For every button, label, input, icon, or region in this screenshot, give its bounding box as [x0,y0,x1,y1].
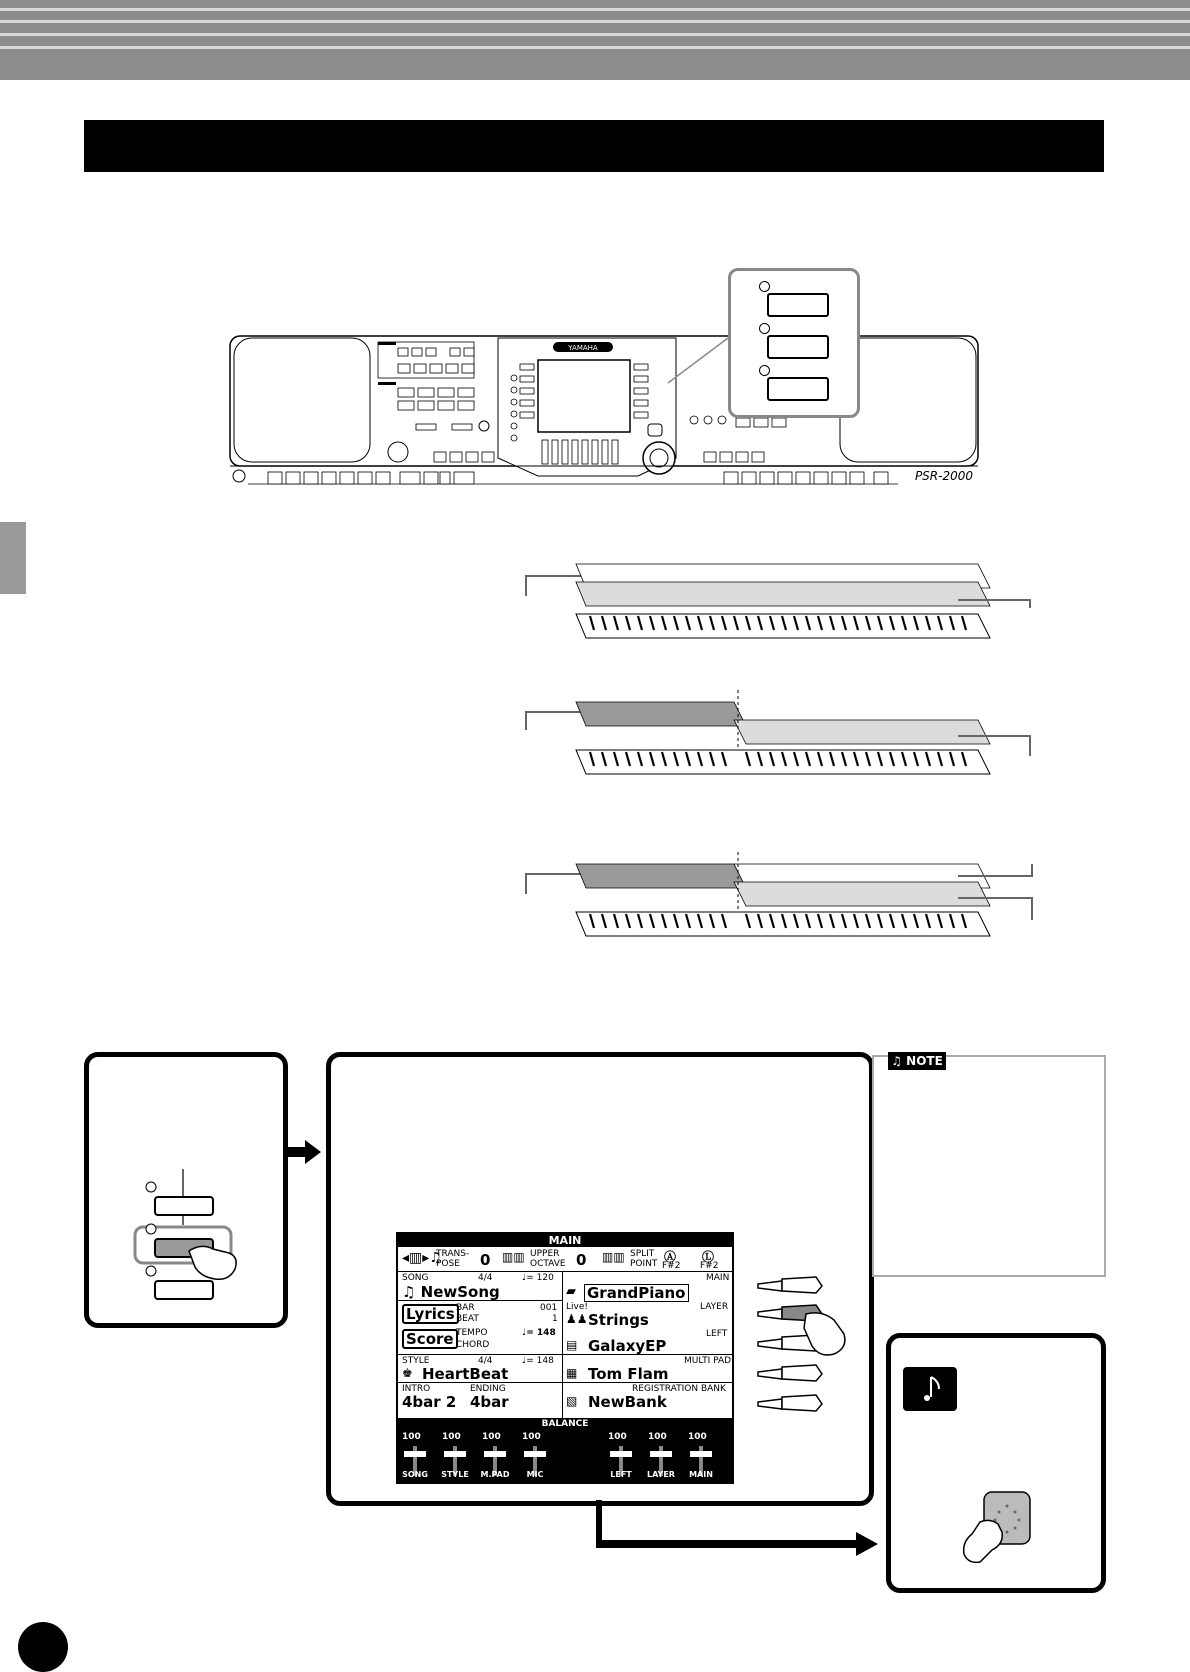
transpose-label: TRANS- [436,1249,470,1259]
split-point-label-2: POINT [630,1259,658,1269]
next-step-arrow-icon [287,1140,321,1164]
press-layer-button-illustration [89,1057,283,1323]
chapter-tab [0,522,26,594]
display-button-4 [782,1365,822,1381]
style-icon: ♚ [402,1366,413,1380]
step-1-box [84,1052,288,1328]
style-label: STYLE [402,1356,430,1366]
music-note-icon [903,1367,957,1411]
registration-bank-name[interactable]: NewBank [588,1393,667,1411]
split-l-value: F#2 [700,1261,719,1271]
note-badge [888,1052,946,1070]
lyrics-button[interactable]: Lyrics [402,1304,459,1324]
piano-icon: ▰ [566,1284,576,1299]
fader-label: LEFT [610,1470,632,1479]
pointing-hand-icon [189,1246,236,1279]
dial-press-illustration [950,1488,1040,1578]
fader-value: 100 [648,1432,667,1442]
fader-value: 100 [522,1432,541,1442]
transpose-icon: ◂▥▸♫ [402,1250,442,1266]
keyboard-panel-illustration [228,328,980,496]
song-label: SONG [402,1273,429,1283]
main-voice-name[interactable]: GrandPiano [584,1284,689,1302]
main-part-label: MAIN [706,1273,730,1283]
fader-value: 100 [608,1432,627,1442]
bar-value: 001 [540,1303,558,1313]
split-a-icon: Ⓐ [664,1250,677,1264]
octave-icon: ▥▥ [502,1250,525,1264]
flow-arrow-icon [590,1500,890,1562]
display-side-buttons [754,1276,854,1432]
fader-value: 100 [402,1432,421,1442]
note-icon: ♫ [891,1054,902,1068]
beat-label: BEAT [456,1314,479,1324]
split-l-icon: Ⓛ [702,1250,715,1264]
upper-octave-label-2: OCTAVE [530,1259,566,1269]
registration-icon: ▧ [566,1394,578,1408]
intro-value: 4bar 2 [402,1393,457,1411]
song-name[interactable]: ♫ NewSong [402,1283,500,1301]
balance-label: BALANCE [541,1419,589,1429]
layer-voice-name[interactable]: Strings [588,1311,649,1329]
fader-value: 100 [442,1432,461,1442]
tempo-value: ♩= 148 [522,1328,556,1338]
layer-voice-diagram [520,560,1040,644]
top-header-band [0,0,1190,80]
left-voice-name[interactable]: GalaxyEP [588,1337,667,1355]
fader-label: MIC [526,1470,544,1479]
split-point-label: SPLIT [630,1249,655,1259]
transpose-value: 0 [480,1251,491,1269]
note-badge-label: NOTE [906,1054,943,1068]
fader-label: SONG [402,1470,428,1479]
tempo-label: TEMPO [456,1328,488,1338]
main-display-screen [396,1232,734,1484]
split-voice-diagram [520,690,1040,780]
led-indicator [759,281,770,292]
part-on-off-button-layer[interactable] [767,335,829,359]
display-button-5 [782,1395,822,1411]
part-on-off-button-main[interactable] [767,293,829,317]
pointing-hand-icon [964,1520,1003,1562]
live-badge: Live! [566,1302,588,1312]
upper-octave-value: 0 [576,1251,587,1269]
song-time-signature: 4/4 [478,1273,493,1283]
beat-value: 1 [552,1314,558,1324]
chord-label: CHORD [456,1340,490,1350]
fader-label: STYLE [441,1470,469,1479]
electric-piano-icon: ▤ [566,1338,578,1352]
multi-pad-name[interactable]: Tom Flam [588,1365,669,1383]
fader-value: 100 [482,1432,501,1442]
model-logo: PSR-2000 [914,469,973,483]
ending-value: 4bar [470,1393,509,1411]
fader-label: LAYER [647,1470,675,1479]
brand-logo: YAMAHA [568,344,598,352]
layer-part-label: LAYER [700,1302,729,1312]
display-title: MAIN [398,1234,732,1247]
left-part-label: LEFT [706,1329,728,1339]
balance-panel [398,1418,732,1482]
led-indicator [759,365,770,376]
score-button[interactable]: Score [402,1329,458,1349]
part-on-off-button-left[interactable] [767,377,829,401]
note-box [872,1055,1106,1277]
bar-label: BAR [456,1303,475,1313]
style-name[interactable]: HeartBeat [422,1365,509,1383]
fader-value: 100 [688,1432,707,1442]
multi-pad-icon: ▦ [566,1366,578,1380]
led-indicator [759,323,770,334]
display-button-1 [782,1277,822,1293]
intro-label: INTRO [402,1384,431,1394]
song-tempo: ♩= 120 [522,1273,554,1283]
fader-label: MAIN [689,1470,713,1479]
registration-bank-label: REGISTRATION BANK [632,1384,726,1394]
page-number-badge [18,1622,68,1672]
style-tempo: ♩= 148 [522,1356,554,1366]
upper-octave-label: UPPER [530,1249,560,1259]
voice-part-buttons-callout [728,268,860,418]
transpose-label-2: POSE [436,1259,460,1269]
fader-label: M.PAD [480,1470,510,1479]
split-layer-voice-diagram [520,852,1040,942]
ending-label: ENDING [470,1384,506,1394]
style-time-signature: 4/4 [478,1356,493,1366]
keyboard-icon: ▥▥ [602,1250,625,1264]
section-title-bar [84,120,1104,172]
strings-icon: ♟♟ [566,1312,588,1326]
multi-pad-label: MULTI PAD [684,1356,732,1366]
split-a-value: F#2 [662,1261,681,1271]
